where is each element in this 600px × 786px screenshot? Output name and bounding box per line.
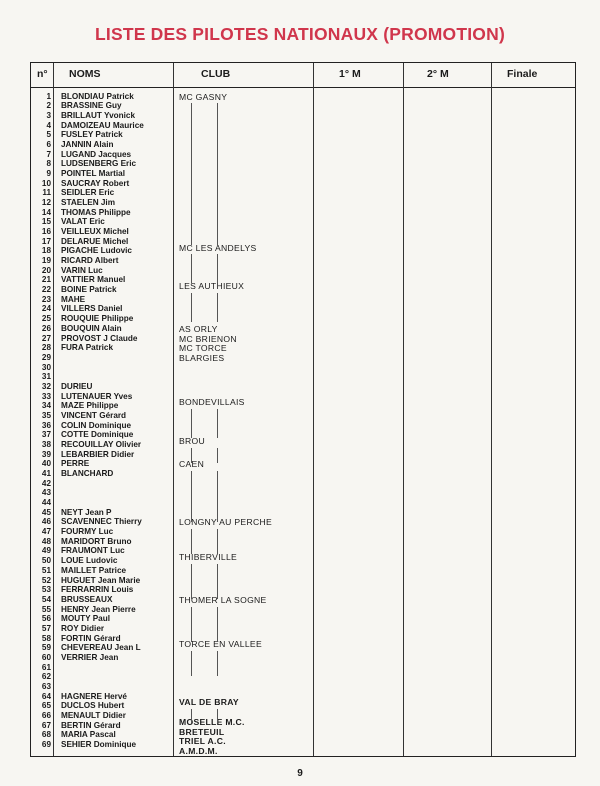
ditto-stroke [217, 103, 218, 245]
pilot-name: DURIEU [61, 381, 93, 391]
row-number: 11 [42, 188, 51, 198]
header-club: CLUB [201, 68, 231, 80]
pilot-name: VEILLEUX Michel [61, 227, 129, 237]
row-number: 31 [41, 372, 51, 382]
pilot-name: VINCENT Gérard [61, 410, 127, 420]
ditto-stroke [217, 293, 218, 322]
pilot-name: FRAUMONT Luc [61, 546, 125, 556]
club-name: VAL DE BRAY [179, 697, 239, 708]
ditto-stroke [217, 471, 218, 522]
header-rule [31, 87, 575, 88]
pilot-name: DELARUE Michel [61, 236, 129, 246]
row-number: 24 [41, 304, 51, 314]
ditto-mark [189, 293, 221, 322]
header-num: n° [37, 68, 48, 80]
pilot-name: HENRY Jean Pierre [61, 604, 136, 614]
pilot-name: MAZE Philippe [61, 401, 119, 411]
ditto-stroke [217, 254, 218, 283]
pilot-name: CHEVEREAU Jean L [61, 643, 141, 653]
row-number: 25 [41, 314, 51, 324]
pilot-name: BOINE Patrick [61, 285, 117, 295]
row-number: 38 [41, 439, 51, 449]
header-1m: 1° M [339, 68, 361, 80]
ditto-stroke [217, 709, 218, 723]
club-name: BROU [179, 436, 206, 447]
row-number: 14 [41, 207, 51, 217]
ditto-mark [189, 448, 221, 464]
club-name: THIBERVILLE [179, 552, 238, 563]
pilot-name: BLONDIAU Patrick [61, 91, 134, 101]
ditto-stroke [217, 529, 218, 554]
pilot-name: STAELEN Jim [61, 197, 115, 207]
pilot-name: FUSLEY Patrick [61, 130, 123, 140]
row-number: 59 [41, 643, 51, 653]
pilot-name: MARIA Pascal [61, 730, 116, 740]
pilot-name: NEYT Jean P [61, 507, 112, 517]
row-number: 52 [41, 575, 51, 585]
club-name: MC GASNY [179, 91, 228, 102]
pilot-name: BRILLAUT Yvonick [61, 110, 136, 120]
pilot-name: SCAVENNEC Thierry [61, 517, 142, 527]
row-number: 53 [41, 585, 51, 595]
ditto-stroke [217, 651, 218, 676]
row-number: 7 [46, 149, 51, 159]
pilot-name: VATTIER Manuel [61, 275, 126, 285]
row-number: 67 [41, 720, 51, 730]
pilot-name: POINTEL Martial [61, 168, 125, 178]
pilot-name: BLANCHARD [61, 469, 114, 479]
ditto-stroke [217, 448, 218, 464]
pilot-name: LUGAND Jacques [61, 149, 132, 159]
pilot-name: SEHIER Dominique [61, 740, 137, 750]
row-number: 40 [41, 459, 51, 469]
col-divider-m1 [403, 63, 404, 756]
pilot-name: RECOUILLAY Olivier [61, 439, 142, 449]
pilot-name: FURA Patrick [61, 343, 114, 353]
club-name: AS ORLY [179, 323, 218, 334]
ditto-mark [189, 409, 221, 438]
pilot-name: MAILLET Patrice [61, 565, 127, 575]
row-number: 37 [41, 430, 51, 440]
row-number: 42 [41, 478, 51, 488]
pilot-name: FOURMY Luc [61, 527, 114, 537]
row-number: 62 [41, 672, 51, 682]
row-number: 45 [41, 507, 51, 517]
row-number: 44 [41, 498, 51, 508]
club-name: BRETEUIL [179, 726, 225, 737]
pilot-name: PIGACHE Ludovic [61, 246, 132, 256]
row-number: 1 [46, 91, 51, 101]
pilot-name: FERRARRIN Louis [61, 585, 134, 595]
row-number: 34 [41, 401, 51, 411]
pilot-name: HAGNERE Hervé [61, 691, 127, 701]
ditto-stroke [191, 607, 192, 642]
pilot-name: VALAT Eric [61, 217, 105, 227]
ditto-stroke [191, 564, 192, 599]
row-number: 8 [46, 159, 51, 169]
pilot-name: VARIN Luc [61, 265, 103, 275]
ditto-stroke [191, 709, 192, 723]
ditto-stroke [191, 103, 192, 245]
club-name: TRIEL A.C. [179, 736, 226, 747]
pilot-name: DAMOIZEAU Maurice [61, 120, 144, 130]
pilot-name: LUTENAUER Yves [61, 391, 133, 401]
pilots-table [30, 62, 576, 757]
pilot-name: COLIN Dominique [61, 420, 132, 430]
row-number: 20 [41, 265, 51, 275]
header-2m: 2° M [427, 68, 449, 80]
row-number: 68 [41, 730, 51, 740]
row-number: 50 [41, 556, 51, 566]
ditto-stroke [217, 607, 218, 642]
pilot-name: BERTIN Gérard [61, 720, 121, 730]
club-name: CAEN [179, 459, 205, 470]
ditto-mark [189, 709, 221, 723]
col-divider-club [313, 63, 314, 756]
col-divider-m2 [491, 63, 492, 756]
ditto-mark [189, 651, 221, 676]
row-number: 12 [41, 197, 51, 207]
row-number: 43 [41, 488, 51, 498]
club-name: MC BRIENON [179, 333, 237, 344]
ditto-stroke [191, 651, 192, 676]
row-number: 23 [41, 294, 51, 304]
row-number: 28 [41, 343, 51, 353]
ditto-stroke [191, 448, 192, 464]
pilot-name: SAUCRAY Robert [61, 178, 130, 188]
page-title: LISTE DES PILOTES NATIONAUX (PROMOTION) [95, 24, 505, 44]
pilot-name: HUGUET Jean Marie [61, 575, 141, 585]
row-number: 32 [41, 381, 51, 391]
pilot-name: BOUQUIN Alain [61, 323, 122, 333]
row-number: 35 [41, 410, 51, 420]
row-number: 64 [41, 691, 51, 701]
pilot-name: RICARD Albert [61, 256, 119, 266]
pilot-name: JANNIN Alain [61, 139, 114, 149]
row-number: 54 [41, 594, 51, 604]
pilot-name: VERRIER Jean [61, 652, 119, 662]
header-noms: NOMS [69, 68, 101, 80]
club-name: MOSELLE M.C. [179, 716, 245, 727]
row-number: 66 [41, 711, 51, 721]
ditto-mark [189, 254, 221, 283]
ditto-stroke [217, 564, 218, 599]
pilot-name: THOMAS Philippe [61, 207, 131, 217]
header-finale: Finale [507, 68, 538, 80]
ditto-mark [189, 564, 221, 599]
page-number: 9 [297, 768, 303, 779]
club-name: TORCE EN VALLEE [179, 639, 262, 650]
pilot-name: LEBARBIER Didier [61, 449, 135, 459]
col-divider-noms [173, 63, 174, 756]
row-number: 21 [41, 275, 51, 285]
row-number: 58 [41, 633, 51, 643]
pilot-name: ROY Didier [61, 623, 105, 633]
row-number: 56 [41, 614, 51, 624]
pilot-name: DUCLOS Hubert [61, 701, 125, 711]
row-number: 39 [41, 449, 51, 459]
pilot-name: SEIDLER Eric [61, 188, 115, 198]
row-number: 65 [41, 701, 51, 711]
row-number: 36 [41, 420, 51, 430]
ditto-stroke [191, 254, 192, 283]
row-number: 29 [41, 352, 51, 362]
pilot-name: COTTE Dominique [61, 430, 134, 440]
pilot-name: PERRE [61, 459, 90, 469]
col-divider-num [53, 63, 54, 756]
ditto-stroke [191, 471, 192, 522]
pilot-name: FORTIN Gérard [61, 633, 121, 643]
row-number: 26 [41, 323, 51, 333]
row-number: 17 [41, 236, 51, 246]
pilot-name: BRASSINE Guy [61, 101, 122, 111]
ditto-mark [189, 471, 221, 522]
ditto-mark [189, 103, 221, 245]
row-number: 4 [46, 120, 51, 130]
club-name: BLARGIES [179, 352, 225, 363]
pilot-name: LUDSENBERG Eric [61, 159, 137, 169]
row-number: 27 [41, 333, 51, 343]
row-number: 63 [41, 681, 51, 691]
row-number: 22 [41, 285, 51, 295]
row-number: 30 [41, 362, 51, 372]
row-number: 57 [41, 623, 51, 633]
row-number: 9 [46, 168, 51, 178]
club-name: LONGNY AU PERCHE [179, 517, 272, 528]
club-name: MC TORCE [179, 343, 227, 354]
row-number: 18 [41, 246, 51, 256]
row-number: 16 [41, 227, 51, 237]
row-number: 49 [41, 546, 51, 556]
row-number: 5 [46, 130, 51, 140]
row-number: 46 [41, 517, 51, 527]
row-number: 10 [41, 178, 51, 188]
ditto-mark [189, 607, 221, 642]
row-number: 41 [41, 469, 51, 479]
pilot-name: ROUQUIE Philippe [61, 314, 134, 324]
ditto-stroke [217, 409, 218, 438]
pilot-name: MARIDORT Bruno [61, 536, 132, 546]
ditto-stroke [191, 529, 192, 554]
pilot-name: MOUTY Paul [61, 614, 110, 624]
club-name: THOMER LA SOGNE [179, 594, 267, 605]
ditto-stroke [191, 293, 192, 322]
pilot-name: MENAULT Didier [61, 711, 126, 721]
club-name: MC LES ANDELYS [179, 242, 257, 253]
row-number: 6 [46, 139, 51, 149]
row-number: 3 [46, 110, 51, 120]
row-number: 61 [41, 662, 51, 672]
row-number: 47 [41, 527, 51, 537]
pilot-name: MAHE [61, 294, 86, 304]
row-number: 69 [41, 740, 51, 750]
pilot-name: BRUSSEAUX [61, 594, 113, 604]
pilot-name: LOUE Ludovic [61, 556, 118, 566]
ditto-mark [189, 529, 221, 554]
row-number: 15 [41, 217, 51, 227]
pilot-name: PROVOST J Claude [61, 333, 138, 343]
club-name: A.M.D.M. [179, 745, 218, 756]
ditto-stroke [191, 409, 192, 438]
club-name: LES AUTHIEUX [179, 281, 245, 292]
row-number: 55 [41, 604, 51, 614]
row-number: 2 [46, 101, 51, 111]
row-number: 60 [41, 652, 51, 662]
row-number: 19 [41, 256, 51, 266]
row-number: 51 [41, 565, 51, 575]
club-name: BONDEVILLAIS [179, 397, 245, 408]
pilot-name: VILLERS Daniel [61, 304, 123, 314]
row-number: 48 [41, 536, 51, 546]
row-number: 33 [41, 391, 51, 401]
